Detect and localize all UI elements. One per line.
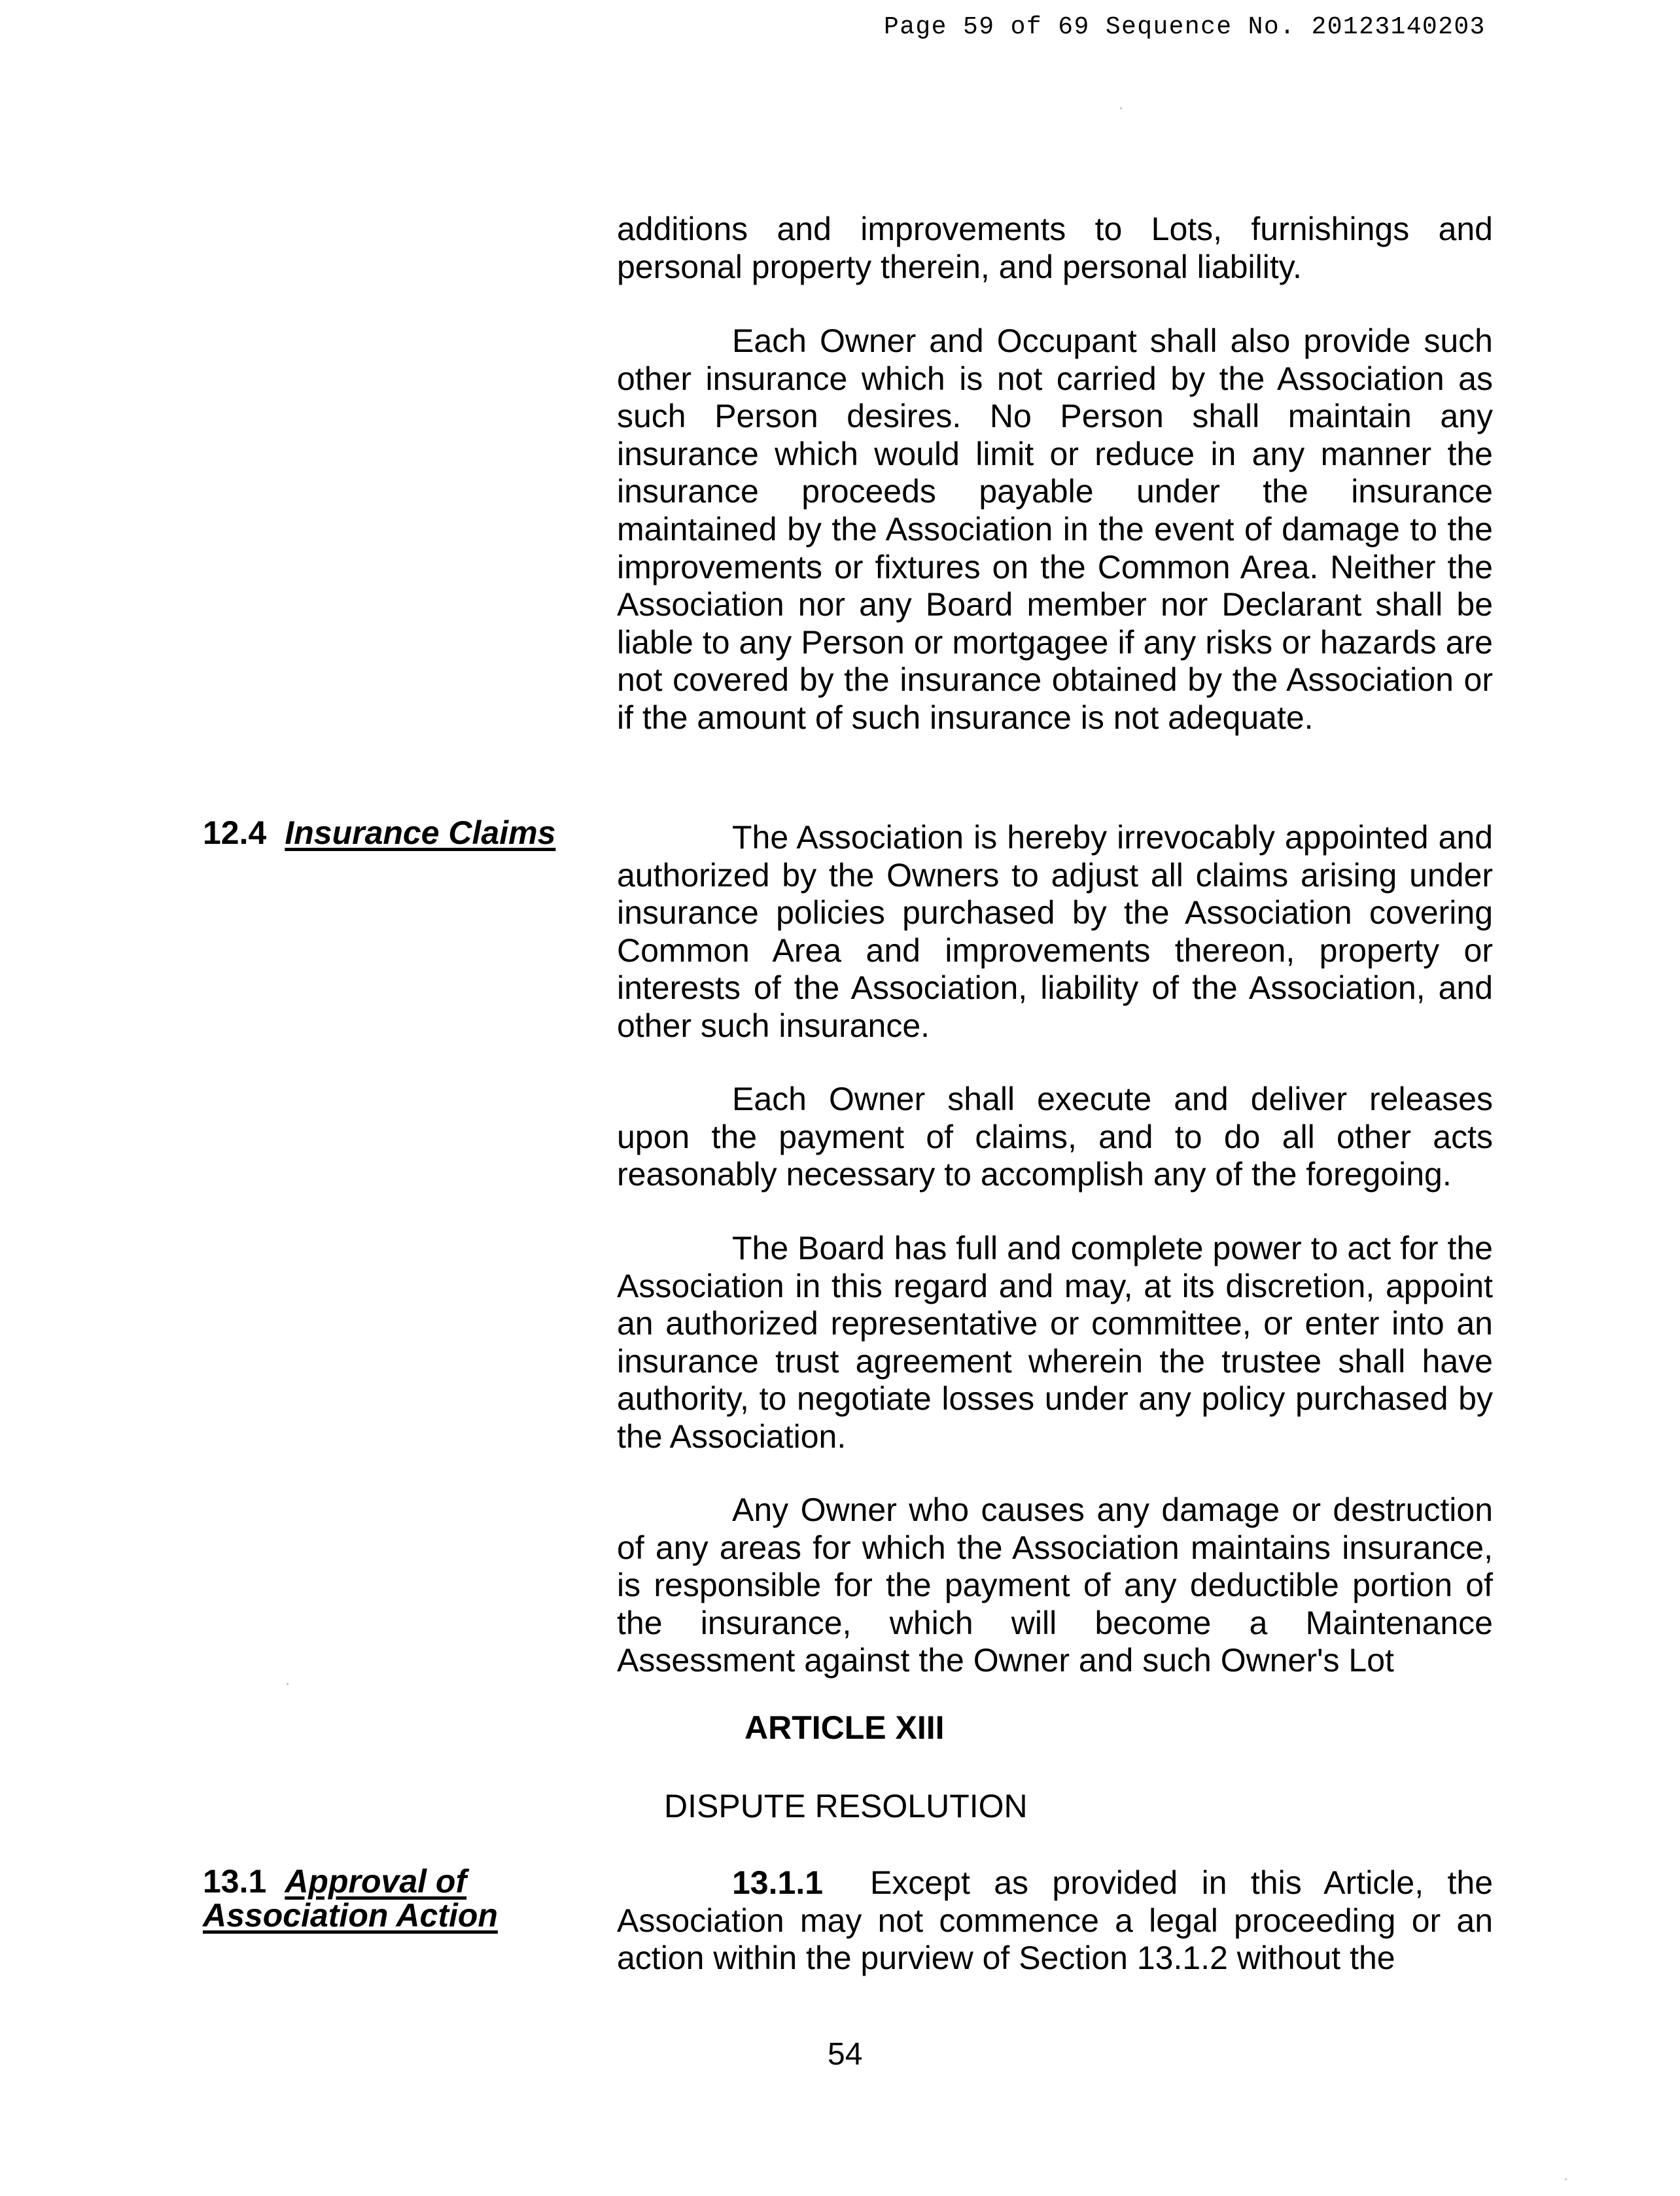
paragraph-text: Each Owner and Occupant shall also provide such other insurance which is not carried by the Association as such Person desires. No Person shall maintain any insurance which would limit or reduce in any manner the insurance proceeds payable under the insurance maintained by the Association in the event of damage to the improvements or fixtures on the Common Area. Neither the Association nor any Board member nor Declarant shall be liable to any Person or mortgagee if any risks or hazards are not covered by the insurance obtained by the Association or if the amount of such insurance is not adequate.: [617, 322, 1493, 736]
section-heading-13-1: [203, 1864, 498, 1932]
paragraph-owner-damage: [617, 1491, 1493, 1680]
paragraph-text: additions and improvements to Lots, furnishings and personal property therein, and personal liability.: [617, 211, 1493, 285]
section-title-line2: Association Action: [203, 1897, 498, 1934]
article-title: ARTICLE XIII: [744, 1709, 945, 1746]
paragraph-text: The Association is hereby irrevocably appointed and authorized by the Owners to adjust all claims arising under insurance policies purchased by the Association covering Common Area and improvements thereon, property or interests of the Association, liability of the Association, and other such insurance.: [617, 819, 1493, 1044]
page-number: 54: [828, 2037, 863, 2072]
section-number: 12.4: [203, 814, 267, 851]
scan-speck: [287, 1683, 289, 1685]
section-title: Insurance Claims: [285, 814, 556, 851]
scan-speck: [1565, 2178, 1567, 2180]
paragraph-claims-authority: [617, 819, 1493, 1045]
paragraph-owner-releases: [617, 1081, 1493, 1194]
page-header-stamp: Page 59 of 69 Sequence No. 20123140203: [884, 13, 1486, 41]
paragraph-text: Any Owner who causes any damage or destruction of any areas for which the Association maintains insurance, is responsible for the payment of any deductible portion of the insurance, which will become a Maintenance Assessment against the Owner and such Owner's Lot: [617, 1491, 1493, 1679]
paragraph-owner-insurance: [617, 322, 1493, 737]
paragraph-text: Each Owner shall execute and deliver releases upon the payment of claims, and to do all other acts reasonably necessary to accomplish any of the foregoing.: [617, 1081, 1493, 1193]
subsection-number: 13.1.1: [732, 1864, 824, 1901]
section-title-line1: Approval of: [285, 1863, 467, 1900]
scan-speck: [1120, 107, 1122, 109]
section-number: 13.1: [203, 1863, 267, 1900]
paragraph-approval-action: [617, 1864, 1493, 1978]
subsection-text: Except as provided in this Article, the Association may not commence a legal proceeding or an action within the purview of Section 13.1.2 without the: [617, 1864, 1493, 1977]
paragraph-text: The Board has full and complete power to act for the Association in this regard and may, at its discretion, appoint an authorized representative or committee, or enter into an insurance trust agreement wherein the trustee shall have authority, to negotiate losses under any policy purchased by the Association.: [617, 1230, 1493, 1455]
paragraph-continuation: [617, 211, 1493, 286]
paragraph-board-power: [617, 1230, 1493, 1456]
paragraph-text: [617, 1864, 1493, 1978]
article-subtitle: DISPUTE RESOLUTION: [664, 1788, 1028, 1824]
section-heading-12-4: [203, 816, 555, 850]
